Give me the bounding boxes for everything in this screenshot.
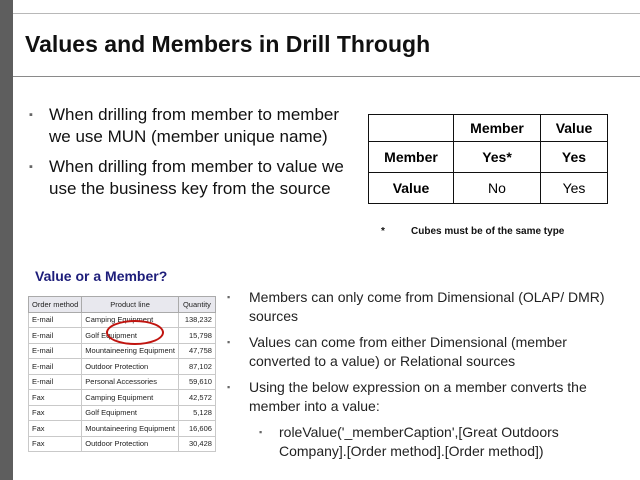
table-cell: Yes — [541, 142, 608, 173]
grid-cell: Golf Equipment — [82, 328, 179, 344]
table-cell: Yes — [541, 173, 608, 204]
member-value-table — [368, 114, 608, 204]
bullet-square-icon: ▪ — [29, 109, 33, 121]
grid-row — [29, 343, 216, 359]
title-bar — [13, 13, 640, 77]
bullet-square-icon: ▪ — [227, 292, 231, 302]
grid-cell: Fax — [29, 421, 82, 437]
column-header: Quantity — [178, 297, 215, 313]
bullet-item — [27, 156, 357, 200]
footnote-asterisk: * — [381, 226, 385, 237]
table-row — [369, 173, 608, 204]
bullet-item — [225, 378, 630, 416]
grid-header-row — [29, 297, 216, 313]
column-header: Order method — [29, 297, 82, 313]
grid-cell: Mountaineering Equipment — [82, 343, 179, 359]
grid-cell: 59,610 — [178, 374, 215, 390]
slide-frame — [0, 0, 13, 480]
bullet-square-icon: ▪ — [227, 382, 231, 392]
grid-cell: Outdoor Protection — [82, 359, 179, 375]
table-row — [369, 142, 608, 173]
grid-cell: Fax — [29, 390, 82, 406]
grid-row — [29, 421, 216, 437]
grid-row — [29, 436, 216, 452]
bullet-text: When drilling from member to member we use MUN (member unique name) — [49, 105, 340, 146]
bullet-square-icon: ▪ — [29, 161, 33, 173]
subheading: Value or a Member? — [35, 268, 168, 284]
expression-text: roleValue('_memberCaption',[Great Outdoors Company].[Order method].[Order method]) — [279, 424, 559, 459]
grid-cell: Mountaineering Equipment — [82, 421, 179, 437]
grid-cell: 15,798 — [178, 328, 215, 344]
grid-row — [29, 405, 216, 421]
grid-cell: 138,232 — [178, 312, 215, 328]
grid-cell: E-mail — [29, 343, 82, 359]
slide — [13, 0, 640, 480]
table-cell: No — [454, 173, 541, 204]
grid-cell: E-mail — [29, 328, 82, 344]
bullet-text: Members can only come from Dimensional (OLAP/ DMR) sources — [249, 289, 605, 324]
grid-cell: 30,428 — [178, 436, 215, 452]
footnote-text: Cubes must be of the same type — [411, 226, 565, 237]
table-header-row — [369, 115, 608, 142]
grid-cell: Fax — [29, 436, 82, 452]
bullet-item — [225, 288, 630, 326]
grid-row — [29, 374, 216, 390]
bullet-square-icon: ▪ — [227, 337, 231, 347]
grid-cell: E-mail — [29, 359, 82, 375]
bullet-square-icon: ▪ — [259, 427, 263, 437]
row-label-member: Member — [369, 142, 454, 173]
bullet-text: Using the below expression on a member converts the member into a value: — [249, 379, 587, 414]
report-grid — [28, 296, 216, 452]
grid-cell: Camping Equipment — [82, 390, 179, 406]
table-header-member: Member — [454, 115, 541, 142]
grid-row — [29, 390, 216, 406]
bottom-bullet-list — [225, 288, 630, 461]
grid-cell: Fax — [29, 405, 82, 421]
grid-cell: Personal Accessories — [82, 374, 179, 390]
grid-cell: 5,128 — [178, 405, 215, 421]
grid-cell: Golf Equipment — [82, 405, 179, 421]
table-corner-cell — [369, 115, 454, 142]
bullet-text: When drilling from member to value we use the business key from the source — [49, 157, 344, 198]
grid-cell: E-mail — [29, 312, 82, 328]
grid-cell: 47,758 — [178, 343, 215, 359]
grid-cell: 16,606 — [178, 421, 215, 437]
highlight-circle — [106, 320, 164, 345]
bullet-text: Values can come from either Dimensional (member converted to a value) or Relational sources — [249, 334, 567, 369]
grid-row — [29, 359, 216, 375]
top-bullet-list — [27, 104, 357, 208]
bullet-item — [225, 333, 630, 371]
footnote — [381, 226, 564, 237]
grid-cell: Camping Equipment — [82, 312, 179, 328]
bullet-item — [27, 104, 357, 148]
slide-title: Values and Members in Drill Through — [25, 31, 431, 57]
sub-bullet-item — [225, 423, 630, 461]
row-label-value: Value — [369, 173, 454, 204]
grid-cell: Outdoor Protection — [82, 436, 179, 452]
grid-cell: 42,572 — [178, 390, 215, 406]
grid-cell: 87,102 — [178, 359, 215, 375]
column-header: Product line — [82, 297, 179, 313]
grid-cell: E-mail — [29, 374, 82, 390]
table-header-value: Value — [541, 115, 608, 142]
table-cell: Yes* — [454, 142, 541, 173]
